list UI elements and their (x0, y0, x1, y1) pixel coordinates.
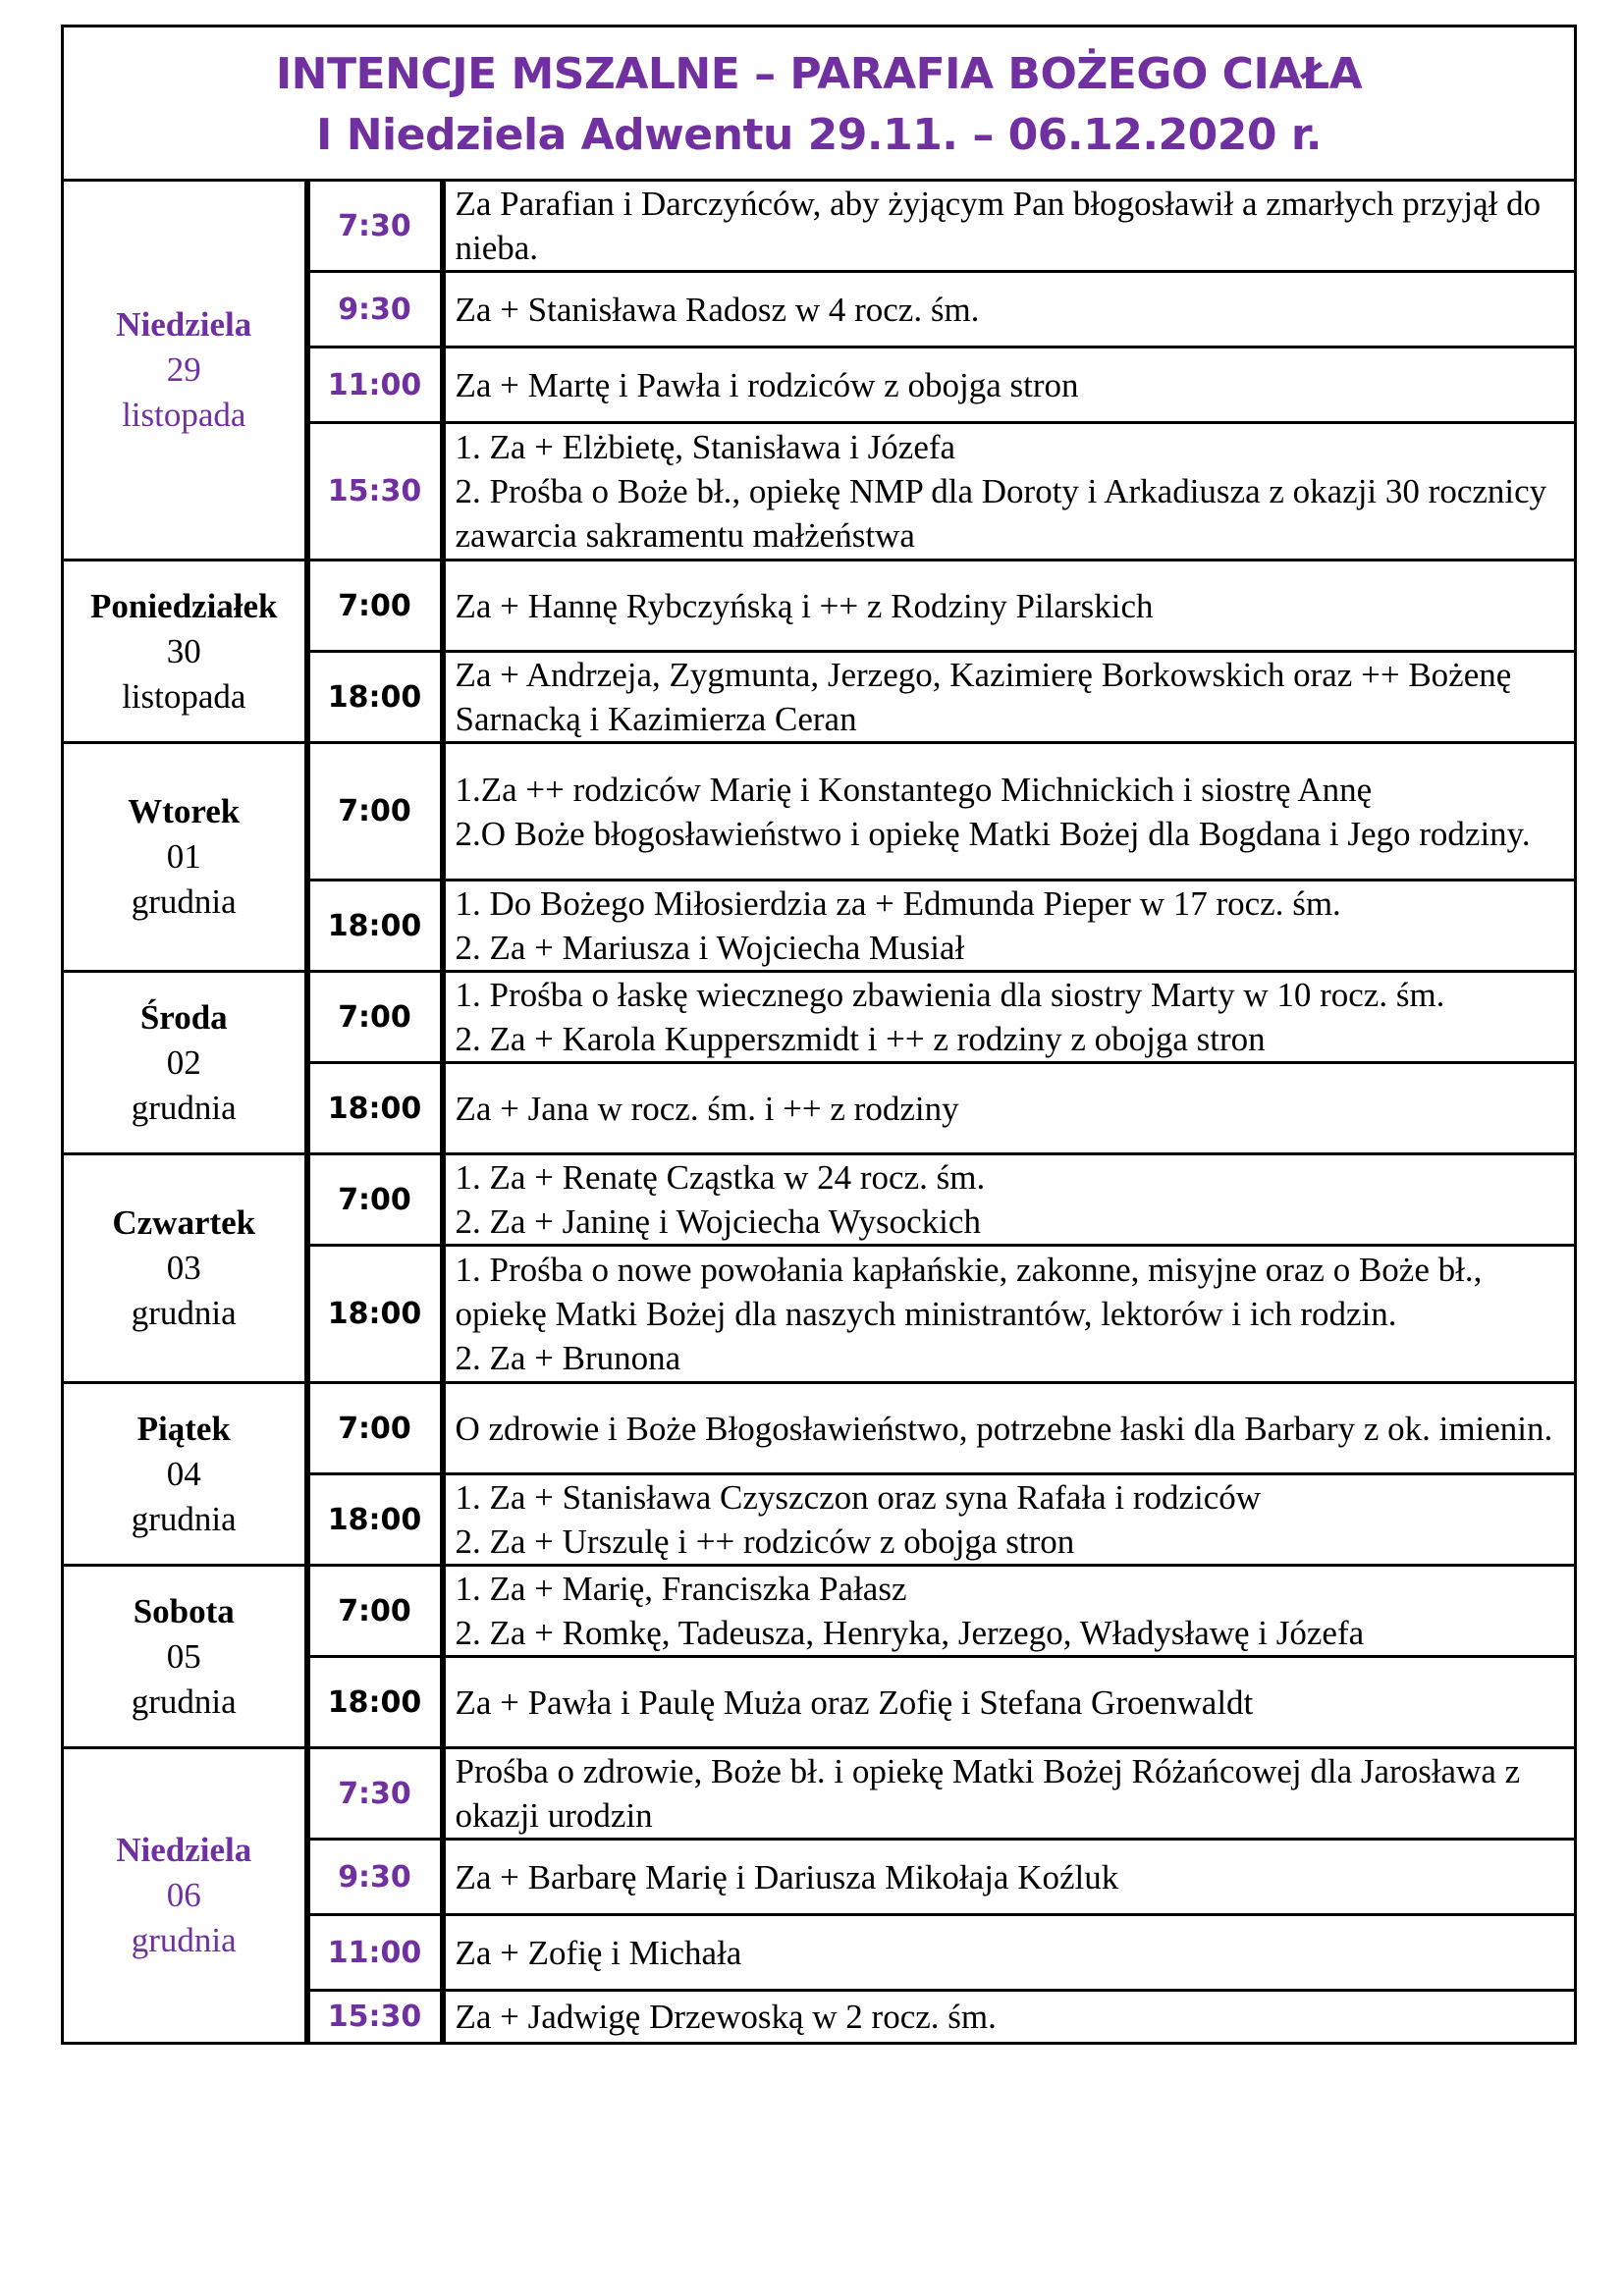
day-name: Niedziela (116, 1831, 252, 1869)
mass-time: 7:30 (307, 1748, 443, 1840)
day-month: grudnia (131, 1921, 237, 1959)
mass-intention: Za + Martę i Pawła i rodziców z obojga stron (443, 347, 1576, 423)
mass-intention: 1. Za + Stanisława Czyszczon oraz syna Rafała i rodziców 2. Za + Urszulę i ++ rodziców z obojga stron (443, 1474, 1576, 1566)
intentions-table (61, 179, 1577, 2045)
schedule-sheet (61, 25, 1577, 2045)
day-month: listopada (122, 676, 246, 716)
mass-time: 11:00 (307, 347, 443, 423)
mass-intention: Prośba o zdrowie, Boże bł. i opiekę Matki Bożej Różańcowej dla Jarosława z okazji urodzin (443, 1748, 1576, 1840)
page-subtitle: I Niedziela Adwentu 29.11. – 06.12.2020 r. (316, 110, 1322, 160)
day-name: Sobota (133, 1591, 235, 1630)
mass-time: 18:00 (307, 1063, 443, 1154)
mass-time: 11:00 (307, 1915, 443, 1991)
page-title: INTENCJE MSZALNE – PARAFIA BOŻEGO CIAŁA (275, 49, 1363, 99)
mass-time: 7:00 (307, 1383, 443, 1474)
day-number: 05 (166, 1636, 201, 1676)
mass-time: 7:00 (307, 1566, 443, 1657)
mass-time: 18:00 (307, 1246, 443, 1383)
day-number: 29 (166, 350, 201, 389)
mass-intention: Za + Jana w rocz. śm. i ++ z rodziny (443, 1063, 1576, 1154)
day-cell (63, 1566, 307, 1748)
day-name: Piątek (136, 1409, 231, 1448)
mass-row (63, 181, 1576, 272)
mass-intention: Za + Andrzeja, Zygmunta, Jerzego, Kazimierę Borkowskich oraz ++ Bożenę Sarnacką i Kazimierza Ceran (443, 652, 1576, 743)
mass-row (63, 743, 1576, 881)
day-name: Czwartek (112, 1203, 256, 1242)
mass-intention: 1. Za + Renatę Cząstka w 24 rocz. śm. 2. Za + Janinę i Wojciecha Wysockich (443, 1154, 1576, 1246)
mass-intention: 1. Za + Marię, Franciszka Pałasz 2. Za + Romkę, Tadeusza, Henryka, Jerzego, Władysławę i Józefa (443, 1566, 1576, 1657)
mass-time: 9:30 (307, 1840, 443, 1915)
mass-intention: O zdrowie i Boże Błogosławieństwo, potrzebne łaski dla Barbary z ok. imienin. (443, 1383, 1576, 1474)
mass-intention: Za + Jadwigę Drzewoską w 2 rocz. śm. (443, 1991, 1576, 2044)
day-cell (63, 561, 307, 743)
mass-row (63, 1154, 1576, 1246)
day-month: grudnia (131, 882, 237, 921)
mass-row (63, 1748, 1576, 1840)
day-month: grudnia (131, 1294, 237, 1332)
mass-intention: Za + Zofię i Michała (443, 1915, 1576, 1991)
day-cell (63, 1748, 307, 2044)
mass-time: 18:00 (307, 1657, 443, 1748)
mass-time: 15:30 (307, 1991, 443, 2044)
mass-time: 7:00 (307, 561, 443, 652)
mass-time: 15:30 (307, 423, 443, 561)
day-name: Wtorek (128, 792, 241, 830)
day-number: 03 (166, 1249, 201, 1287)
title-box (61, 25, 1577, 179)
mass-time: 18:00 (307, 1474, 443, 1566)
day-month: grudnia (131, 1682, 237, 1721)
mass-row (63, 972, 1576, 1063)
mass-intention: 1.Za ++ rodziców Marię i Konstantego Michnickich i siostrę Annę 2.O Boże błogosławieństwo i opiekę Matki Bożej dla Bogdana i Jego rodziny. (443, 743, 1576, 881)
mass-intention: 1. Za + Elżbietę, Stanisława i Józefa 2. Prośba o Boże bł., opiekę NMP dla Doroty i Arkadiusza z okazji 30 rocznicy zawarcia sakramentu małżeństwa (443, 423, 1576, 561)
mass-intention: Za + Stanisława Radosz w 4 rocz. śm. (443, 272, 1576, 347)
day-name: Niedziela (116, 305, 252, 344)
mass-time: 7:00 (307, 972, 443, 1063)
day-cell (63, 972, 307, 1154)
day-month: grudnia (131, 1499, 237, 1538)
mass-time: 18:00 (307, 881, 443, 972)
day-number: 30 (166, 631, 201, 670)
mass-intention: 1. Prośba o nowe powołania kapłańskie, zakonne, misyjne oraz o Boże bł., opiekę Matki Bożej dla naszych ministrantów, lektorów i ich rodzin. 2. Za + Brunona (443, 1246, 1576, 1383)
mass-time: 18:00 (307, 652, 443, 743)
mass-row (63, 1383, 1576, 1474)
mass-time: 7:00 (307, 743, 443, 881)
day-cell (63, 1383, 307, 1566)
day-name: Poniedziałek (89, 586, 278, 625)
mass-row (63, 561, 1576, 652)
mass-intention: Za + Barbarę Marię i Dariusza Mikołaja Koźluk (443, 1840, 1576, 1915)
day-number: 02 (166, 1042, 201, 1082)
day-number: 06 (166, 1876, 201, 1914)
mass-intention: Za + Hannę Rybczyńską i ++ z Rodziny Pilarskich (443, 561, 1576, 652)
day-cell (63, 1154, 307, 1383)
day-cell (63, 743, 307, 972)
mass-intention: Za Parafian i Darczyńców, aby żyjącym Pan błogosławił a zmarłych przyjął do nieba. (443, 181, 1576, 272)
day-number: 01 (166, 837, 201, 876)
mass-intention: 1. Prośba o łaskę wiecznego zbawienia dla siostry Marty w 10 rocz. śm. 2. Za + Karola Kupperszmidt i ++ z rodziny z obojga stron (443, 972, 1576, 1063)
mass-intention: 1. Do Bożego Miłosierdzia za + Edmunda Pieper w 17 rocz. śm. 2. Za + Mariusza i Wojciecha Musiał (443, 881, 1576, 972)
mass-time: 7:30 (307, 181, 443, 272)
day-name: Środa (139, 997, 228, 1037)
day-month: grudnia (131, 1088, 237, 1127)
mass-row (63, 1566, 1576, 1657)
mass-time: 7:00 (307, 1154, 443, 1246)
day-cell (63, 181, 307, 561)
day-month: listopada (122, 396, 246, 434)
mass-intention: Za + Pawła i Paulę Muża oraz Zofię i Stefana Groenwaldt (443, 1657, 1576, 1748)
mass-time: 9:30 (307, 272, 443, 347)
day-number: 04 (166, 1454, 201, 1493)
